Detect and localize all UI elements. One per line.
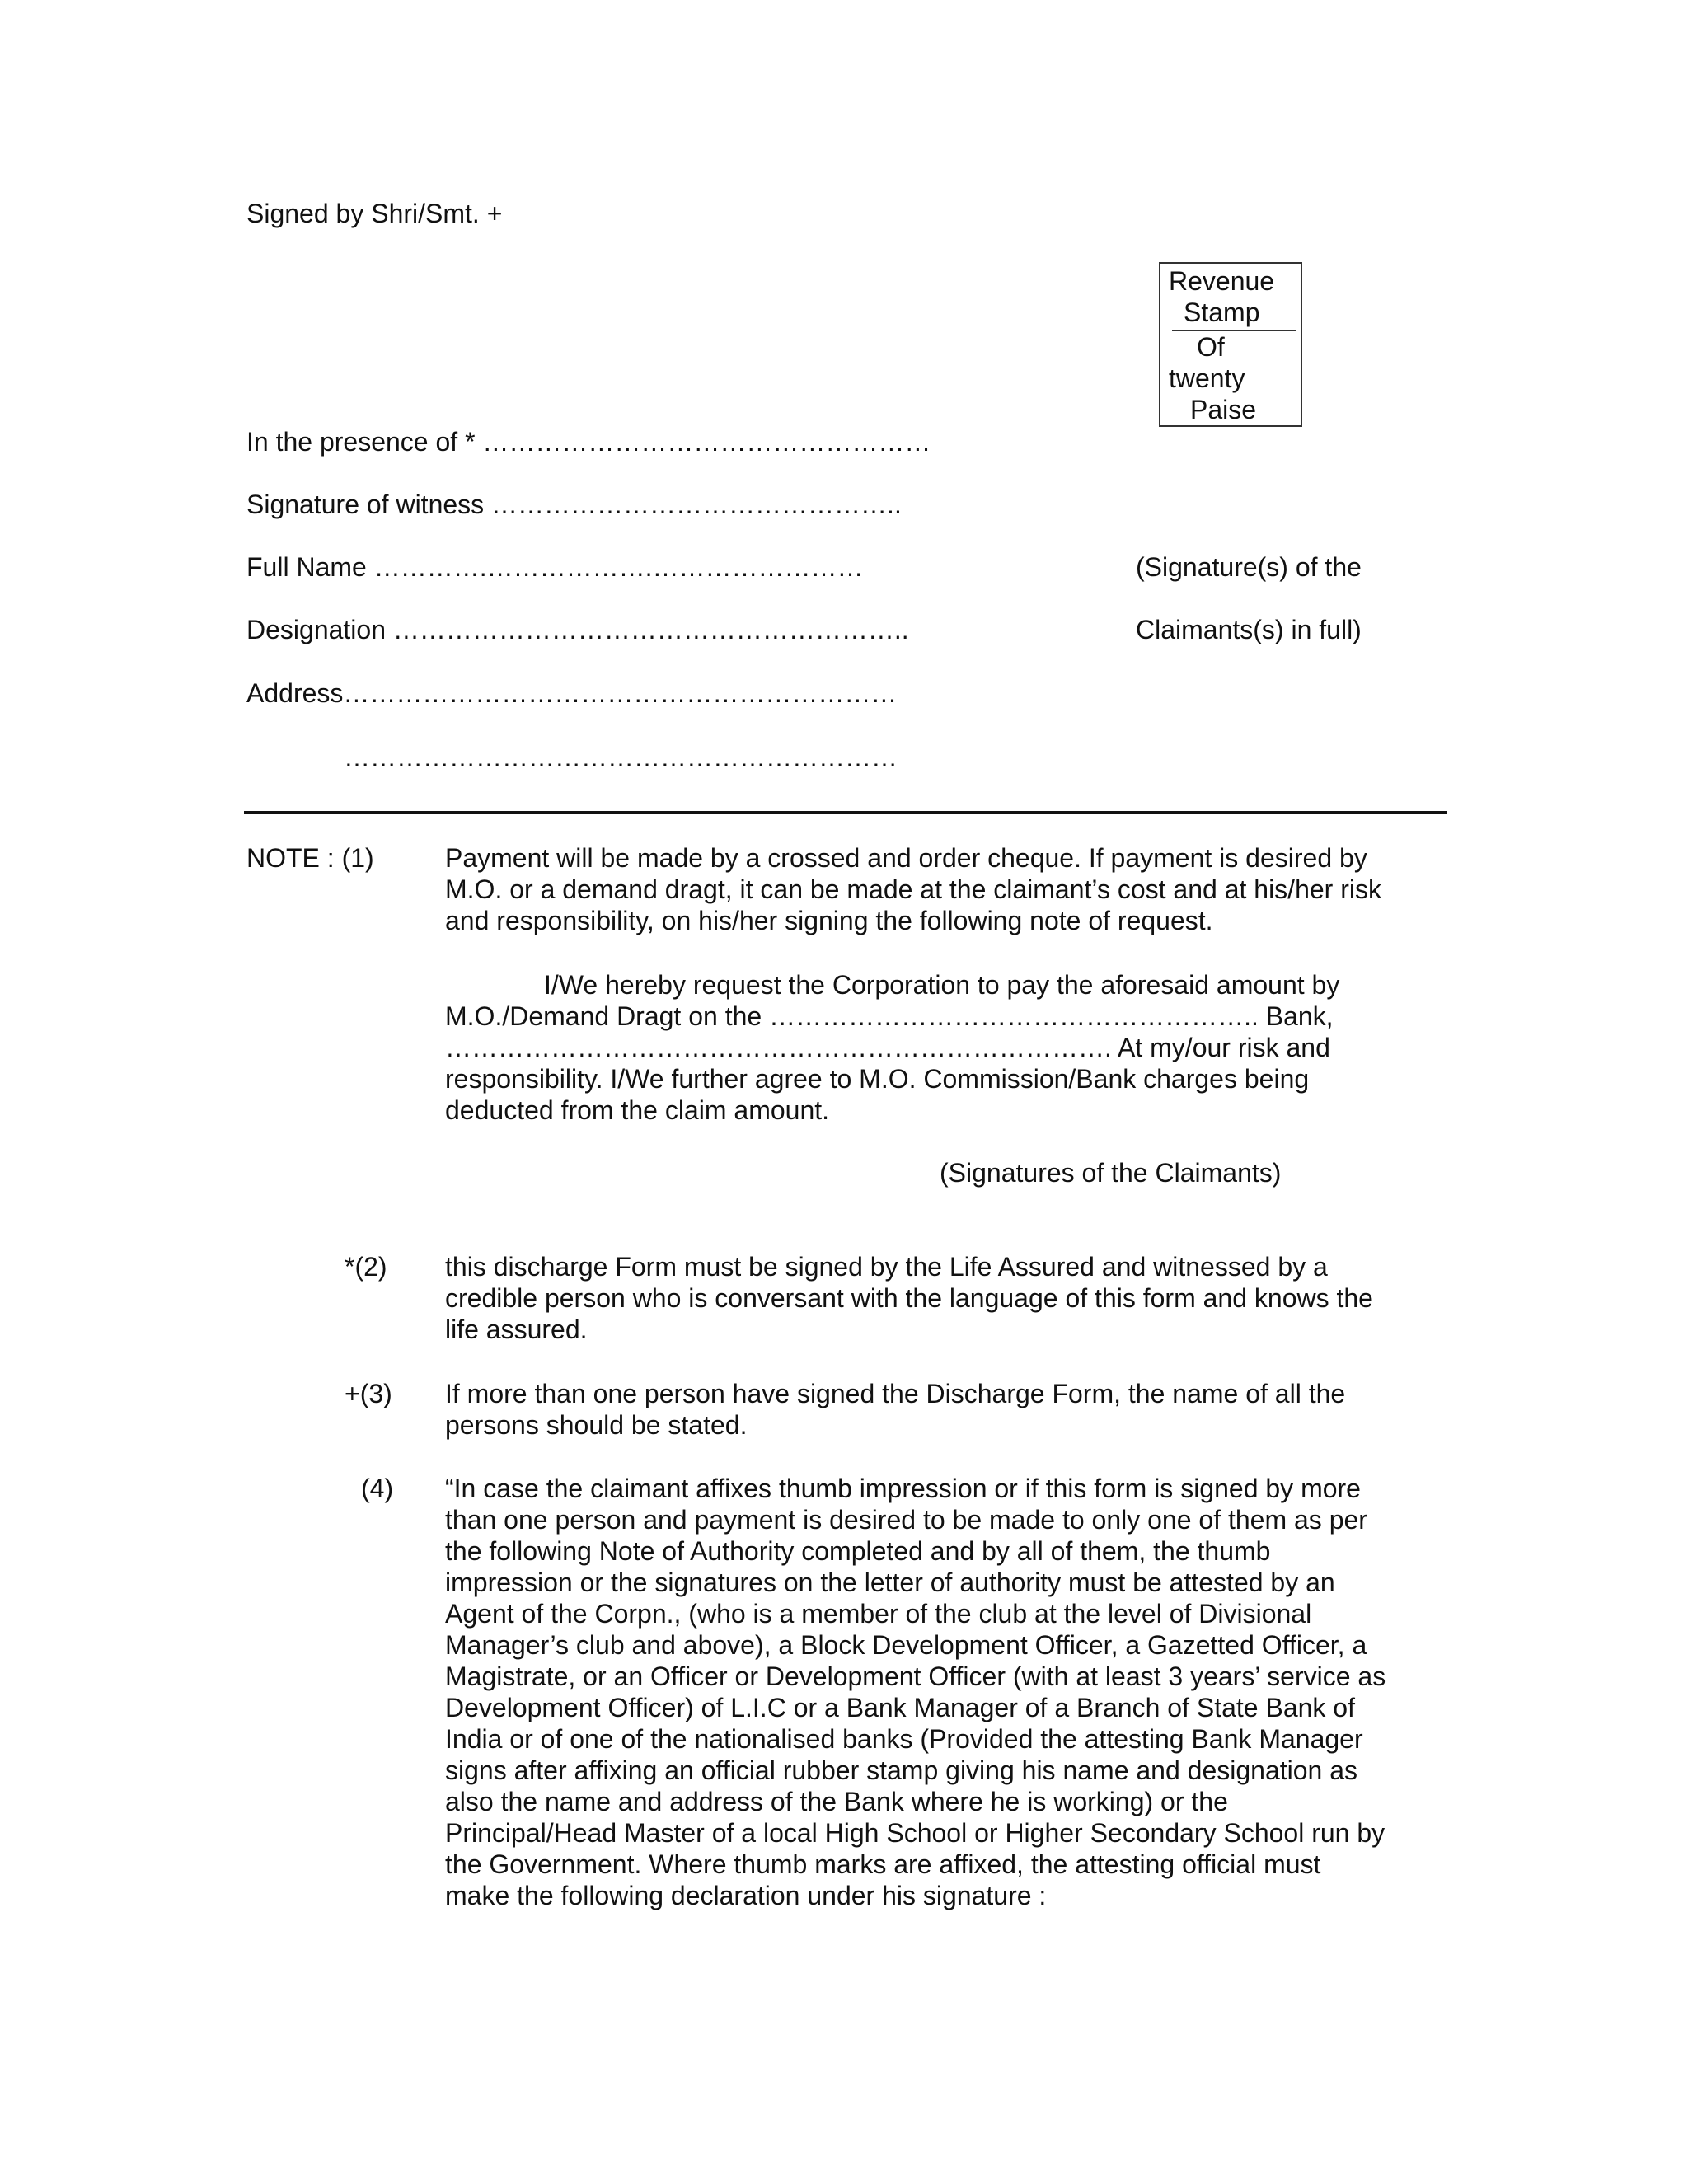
note-4-line: make the following declaration under his signature : bbox=[445, 1881, 1047, 1910]
claimant-signature-label-line2: Claimants(s) in full) bbox=[1136, 615, 1362, 644]
note-4-line: also the name and address of the Bank where he is working) or the bbox=[445, 1787, 1228, 1816]
note-4-line: Magistrate, or an Officer or Development Officer (with at least 3 years’ service as bbox=[445, 1661, 1386, 1691]
note-1-line: and responsibility, on his/her signing the following note of request. bbox=[445, 906, 1213, 935]
note-2-line: credible person who is conversant with the language of this form and knows the bbox=[445, 1283, 1373, 1313]
note-3-text bbox=[445, 1378, 1345, 1441]
claimant-signature-label-line1: (Signature(s) of the bbox=[1136, 552, 1362, 582]
stamp-line-paise: Paise bbox=[1190, 395, 1257, 424]
witness-full-name-field: Full Name ………….……………….…………………… bbox=[246, 552, 864, 582]
stamp-line-revenue: Revenue bbox=[1169, 266, 1275, 296]
note-4-line: Development Officer) of L.I.C or a Bank Manager of a Branch of State Bank of bbox=[445, 1693, 1355, 1722]
note-4-label: (4) bbox=[361, 1474, 394, 1503]
note-4-line: Manager’s club and above), a Block Development Officer, a Gazetted Officer, a bbox=[445, 1630, 1367, 1660]
request-paragraph bbox=[445, 969, 1339, 1126]
request-line: M.O./Demand Dragt on the ……………………………………………….. Bank, bbox=[445, 1001, 1334, 1031]
signed-by-line: Signed by Shri/Smt. + bbox=[246, 199, 503, 228]
stamp-line-of: Of bbox=[1197, 332, 1225, 362]
note-4-line: signs after affixing an official rubber stamp giving his name and designation as bbox=[445, 1755, 1358, 1785]
revenue-stamp-box bbox=[1159, 262, 1302, 427]
in-presence-of-field: In the presence of * …………………………………………… bbox=[246, 427, 931, 457]
section-divider bbox=[244, 811, 1447, 814]
note-1-line: Payment will be made by a crossed and order cheque. If payment is desired by bbox=[445, 843, 1367, 873]
note-4-line: Agent of the Corpn., (who is a member of the club at the level of Divisional bbox=[445, 1599, 1312, 1629]
stamp-divider bbox=[1172, 330, 1296, 331]
note-4-line: Principal/Head Master of a local High School or Higher Secondary School run by bbox=[445, 1818, 1386, 1848]
note-3-label: +(3) bbox=[345, 1379, 392, 1408]
witness-address-continuation: ……………………………………………………… bbox=[344, 743, 898, 772]
note-4-line: than one person and payment is desired to be made to only one of them as per bbox=[445, 1505, 1367, 1535]
stamp-line-twenty: twenty bbox=[1169, 363, 1245, 393]
note-1-label: NOTE : (1) bbox=[246, 843, 374, 873]
request-line: …………………………………………………………………. At my/our risk and bbox=[445, 1033, 1330, 1062]
note-3-line: persons should be stated. bbox=[445, 1410, 748, 1440]
witness-address-field: Address……………………………………………………… bbox=[246, 678, 898, 708]
request-line: I/We hereby request the Corporation to pay the aforesaid amount by bbox=[544, 970, 1340, 1000]
claimants-signature-label: (Signatures of the Claimants) bbox=[940, 1158, 1282, 1188]
note-4-line: the Government. Where thumb marks are affixed, the attesting official must bbox=[445, 1849, 1321, 1879]
note-4-text bbox=[445, 1473, 1386, 1911]
note-2-text bbox=[445, 1251, 1373, 1345]
note-1-line: M.O. or a demand dragt, it can be made at the claimant’s cost and at his/her risk bbox=[445, 874, 1381, 904]
note-4-line: the following Note of Authority completed and by all of them, the thumb bbox=[445, 1536, 1271, 1566]
request-line: responsibility. I/We further agree to M.O. Commission/Bank charges being bbox=[445, 1064, 1310, 1094]
note-2-line: this discharge Form must be signed by the Life Assured and witnessed by a bbox=[445, 1252, 1328, 1282]
note-4-line: impression or the signatures on the letter of authority must be attested by an bbox=[445, 1568, 1335, 1597]
stamp-line-stamp: Stamp bbox=[1184, 298, 1260, 327]
note-3-line: If more than one person have signed the Discharge Form, the name of all the bbox=[445, 1379, 1346, 1408]
witness-designation-field: Designation ………………………………………………….. bbox=[246, 615, 909, 644]
note-2-label: *(2) bbox=[345, 1252, 387, 1282]
witness-signature-field: Signature of witness ……………………………………….. bbox=[246, 490, 902, 519]
note-2-line: life assured. bbox=[445, 1315, 588, 1344]
note-4-line: “In case the claimant affixes thumb impression or if this form is signed by more bbox=[445, 1474, 1361, 1503]
note-4-line: India or of one of the nationalised banks (Provided the attesting Bank Manager bbox=[445, 1724, 1363, 1754]
request-line: deducted from the claim amount. bbox=[445, 1095, 830, 1125]
note-1-text bbox=[445, 842, 1381, 936]
